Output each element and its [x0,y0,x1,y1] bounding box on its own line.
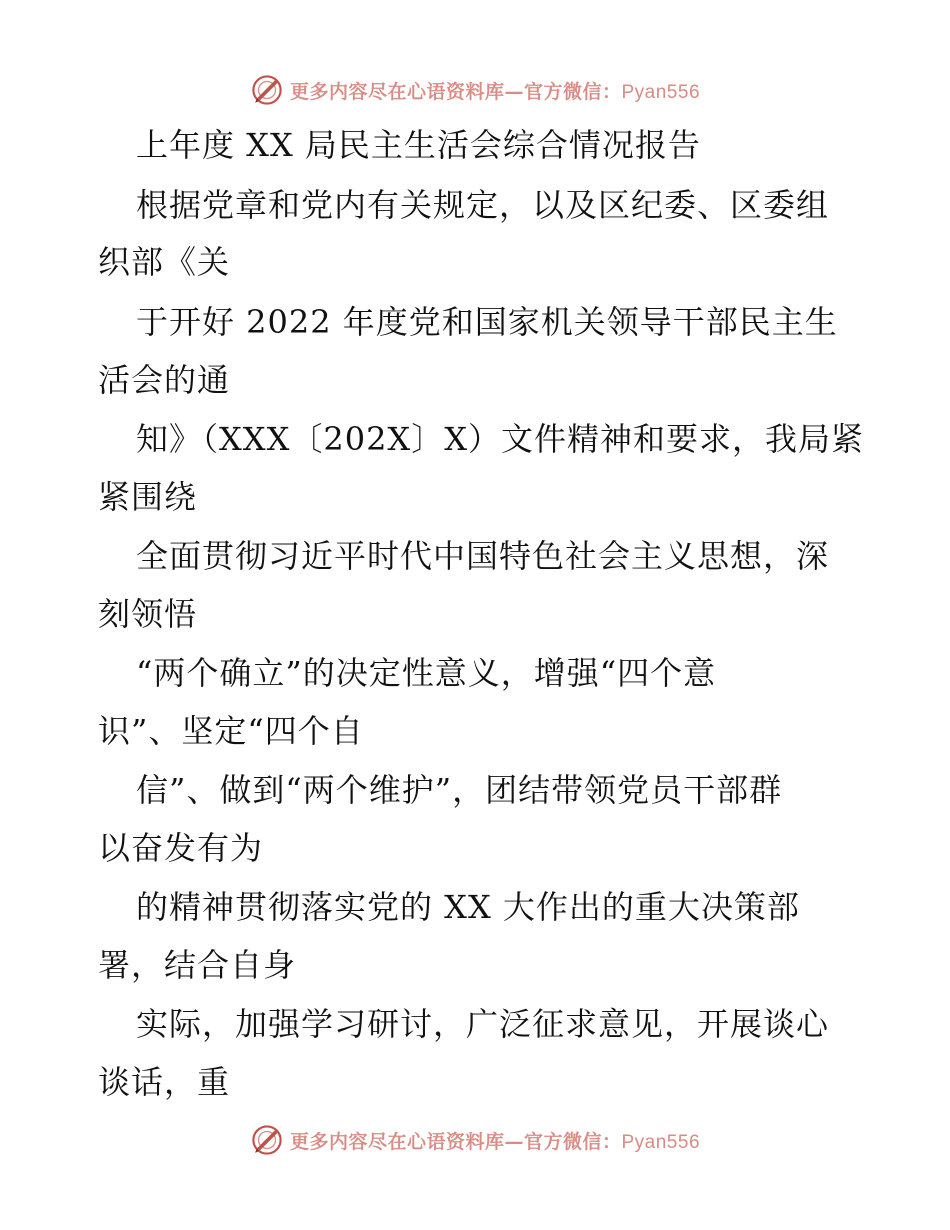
body-line: 于开好 2022 年度党和国家机关领导干部民主生 [136,303,838,341]
body-line: 根据党章和党内有关规定，以及区纪委、区委组 [136,186,830,224]
body-line: “两个确立”的决定性意义，增强“四个意 [136,654,717,692]
watermark-account: Pyan556 [621,81,701,103]
pen-circle-logo-icon [250,1123,284,1157]
body-line: 谈话，重 [98,1063,231,1101]
body-line: 全面贯彻习近平时代中国特色社会主义思想，深 [136,537,830,575]
body-line: 以奋发有为 [98,829,264,867]
body-line: 紧围绕 [98,478,198,516]
body-line: 实际，加强学习研讨，广泛征求意见，开展谈心 [136,1005,830,1043]
body-line: 的精神贯彻落实党的 XX 大作出的重大决策部 [136,888,800,926]
watermark-account: Pyan556 [621,1131,701,1153]
body-line: 织部《关 [98,243,231,281]
watermark-text: 更多内容尽在心语资料库—官方微信：Pyan556 [289,80,701,103]
body-line: 刻领悟 [98,595,198,633]
body-line: 识”、坚定“四个自 [98,712,364,750]
body-line: 信”、做到“两个维护”，团结带领党员干部群 [136,771,783,809]
body-line: 知》（XXX〔202X〕X）文件精神和要求，我局紧 [136,420,864,458]
watermark-footer [0,1120,950,1160]
document-title: 上年度 XX 局民主生活会综合情况报告 [136,126,701,164]
watermark-text: 更多内容尽在心语资料库—官方微信：Pyan556 [289,1130,701,1153]
body-line: 活会的通 [98,361,231,399]
body-line: 署，结合自身 [98,946,297,984]
